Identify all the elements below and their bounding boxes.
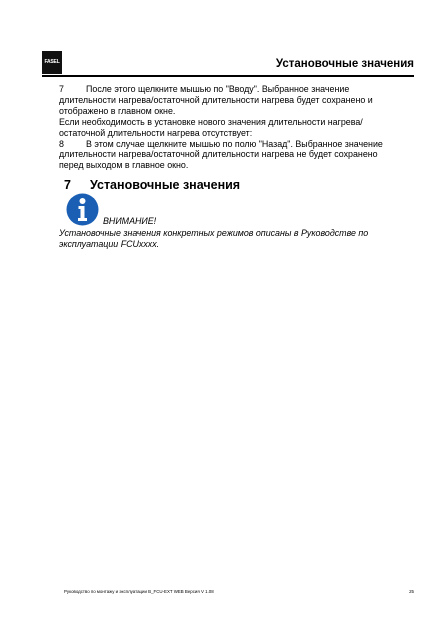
section-title: Установочные значения	[90, 178, 241, 192]
notice-text: Установочные значения конкретных режимов описаны в Руководстве по эксплуатации FCUxxxx.	[59, 228, 369, 249]
condition-paragraph	[59, 117, 404, 139]
step-7-paragraph	[59, 84, 404, 117]
step-number: 8	[59, 138, 64, 149]
step-8-paragraph	[59, 139, 404, 172]
condition-text: Если необходимость в установке нового значения длительности нагрева/остаточной длительности нагрева отсутствует:	[59, 116, 363, 138]
section-heading	[64, 178, 240, 192]
step-text: В этом случае щелкните мышью по полю "Назад". Выбранное значение длительности нагрева/остаточной длительности нагрева не будет сохранено перед выходом в главное окно.	[59, 138, 383, 171]
footer-document-title: Руководство по монтажу и эксплуатации B_FCU-EXT WEB Версия V 1.08	[64, 589, 214, 594]
attention-label: ВНИМАНИЕ!	[103, 216, 157, 226]
step-number: 7	[59, 84, 64, 94]
step-text: После этого щелкните мышью по "Вводу". Выбранное значение длительности нагрева/остаточной длительности нагрева будет сохранено и отображено в главном окне.	[59, 84, 373, 116]
info-icon	[66, 193, 99, 226]
header-divider	[42, 75, 414, 77]
body-text	[59, 84, 404, 171]
page-number: 25	[409, 589, 414, 594]
logo-text: FASEL	[44, 59, 60, 65]
section-number: 7	[64, 178, 71, 192]
company-logo	[42, 51, 62, 74]
page-header-title: Установочные значения	[275, 58, 414, 70]
